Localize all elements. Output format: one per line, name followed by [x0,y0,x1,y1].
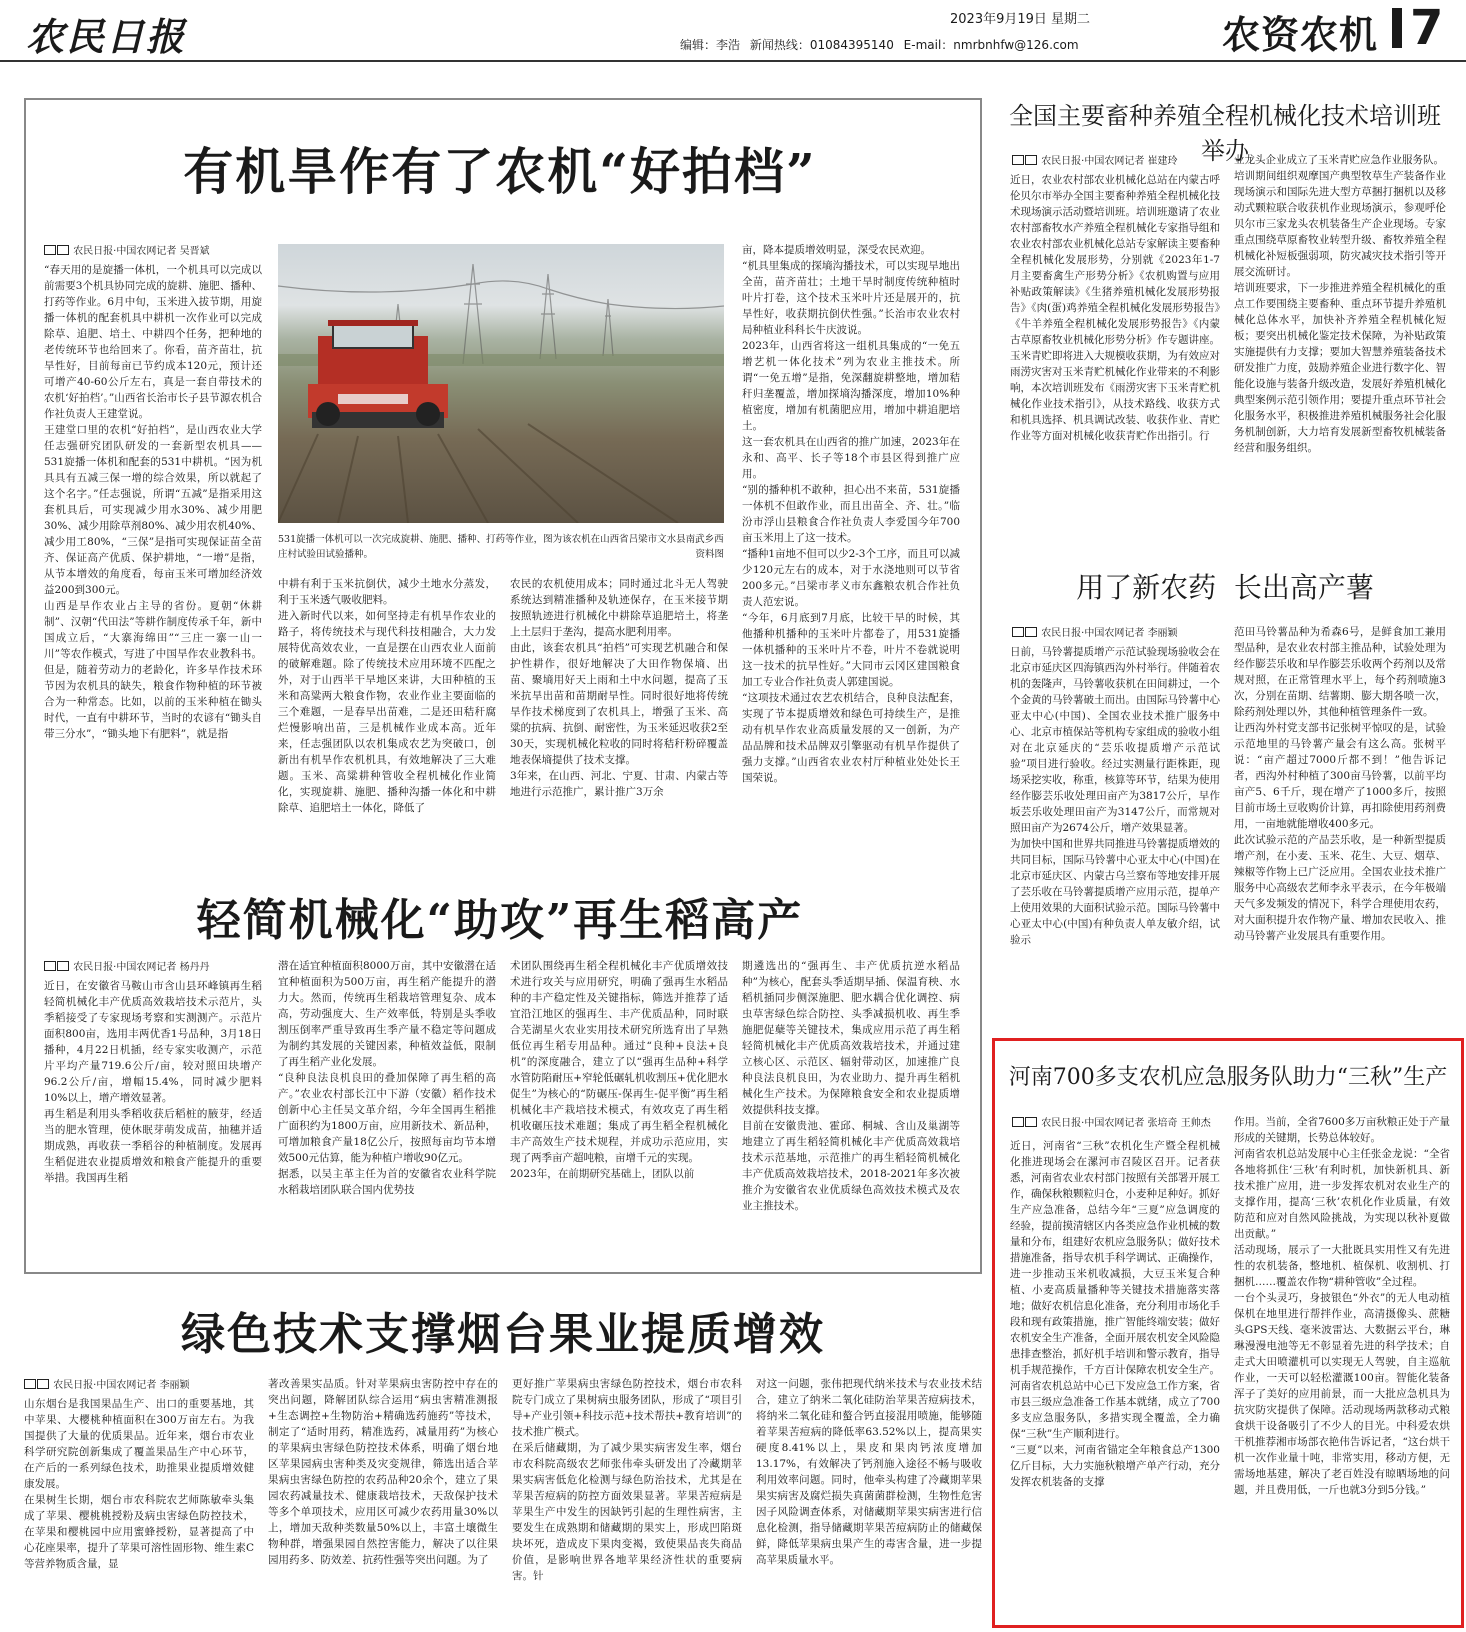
article2-title: 轻简机械化“助攻”再生稻高产 [196,895,804,946]
article3-title: 绿色技术支撑烟台果业提质增效 [181,1309,825,1360]
newspaper-logo: 农民日报 [26,14,187,59]
tractor-field-photo [278,244,724,523]
article4-byline: 农民日报·中国农网记者 崔建玲 [1012,152,1178,167]
article1-title: 有机旱作有了农机“好拍档” [183,142,817,201]
article4-column-1: 近日，农业农村部农业机械化总站在内蒙古呼伦贝尔市举办全国主要畜种养殖全程机械化技术现场演示活动暨培训班。培训班邀请了农业农村部畜牧水产养殖全程机械化专家指导组和农业农村部农业机械化总站专家解读主要畜种全程机械化发展形势，分别就《2023年1-7月主要畜禽生产形势分析》《农机购置与应用补贴政策解读》《生猪养殖机械化发展形势报告》《肉(蛋)鸡养殖全程机械化发展形势报告》《牛羊养殖全程机械化发展形势报告》《内蒙古草原畜牧业机械化形势分析》作专题讲座。 玉米青贮即将进入大规模收获期，为有效应对雨涝灾害对玉米青贮机械化作业带来的不利影响，本次培训班发布《雨涝灾害下玉米青贮机械化作业技术指引》，从技术路线、收获方式和机具选择、机具调试改装、收获作业、青贮作业等方面对机械化收获青贮作出指引。行 [1010,174,1220,442]
photo-caption: 531旋播一体机可以一次完成旋耕、施肥、播种、打药等作业，图为该农机在山西省吕梁市文水县南武乡西庄村试验田试验播种。 资料图 [278,534,724,560]
article3-column-3: 更好推广苹果病虫害绿色防控技术，烟台市农科院专门成立了果树病虫服务团队，形成了“项目引导+产业引领+科技示范+技术帮扶+教育培训”的技术推广模式。 在采后储藏期，为了减少果实病害发生率，烟台市农科院高级农艺师张伟牵头研发出了冷藏期苹果实病害低危化检测与绿色防治技术，尤其是在苹果苦痘病的防控方面效果显著。苹果苦痘病是苹果生产中发生的因缺钙引起的生理性病害，主要发生在成熟期和储藏期的果实上，形成凹陷斑块坏死，造成皮下果肉变褐，致使果品丧失商品价值，是影响世界各地苹果经济性状的重要病害。针 [512,1378,742,1582]
section-title: 农资农机 [1222,13,1379,57]
article5-column-2: 范田马铃薯品种为希森6号，是鲜食加工兼用型品种，是农业农村部主推品种，试验处理为经作膨芸乐收和早作膨芸乐收两个药剂以及常规对照，在正常管理水平上，每个药剂喷施3次，分别在苗期、结薯期、膨大期各喷一次，除药剂处理以外，其他种植管理条件一致。 让西沟外村党支部书记张树平惊叹的是，试验示范地里的马铃薯产量会有这么高。张树平说：“亩产超过7000斤都不到！”他告诉记者，西沟外村种植了300亩马铃薯，以前平均亩产5、6千斤，现在增产了1000多斤，按照目前市场土豆收购价计算，再扣除使用药剂费用，一亩地就能增收400多元。 此次试验示范的产品芸乐收，是一种新型提质增产剂，在小麦、玉米、花生、大豆、烟草、辣椒等作物上已广泛应用。全国农业技术推广服务中心高级农艺师李永平表示，在今年极端天气多发频发的情况下，科学合理使用农药，对大面积提升农作物产量、增加农民收入、推动马铃薯产业发展具有重要作用。 [1234,626,1446,942]
section-divider-bar [1392,8,1402,48]
contact-email: E-mail：nmrbnhfw@126.com [903,38,1079,52]
issue-date: 2023年9月19日 星期二 [950,12,1091,27]
article6-column-2: 作用。当前，全省7600多万亩秋粮正处于产量形成的关键期，长势总体较好。 河南省农机总站发展中心主任张金龙说：“全省各地将抓住‘三秋’有利时机，加快新机具、新技术推广应用，进一步发挥农机对农业生产的支撑作用，提高‘三秋’农机化作业质量，有效防范和应对自然风险挑战，为实现以秋补夏做出贡献。” 活动现场，展示了一大批既具实用性又有先进性的农机装备，整地机、植保机、收割机、打捆机……覆盖农作物“耕种管收”全过程。 一台个头灵巧，身披银色“外衣”的无人电动植保机在地里进行帮拌作业，高清摄像头、蔗糖头GPS天线、毫米波雷达、大数据云平台，琳琳漫漫电池等无不彰显着先进的科学技术；自走式大田喷灌机可以实现无人驾驶，自主巡航作业，一天可以轻松灌溉100亩。智能化装备浑子了美好的应用前景，而一大批应急机具为抗灾防灾提供了保障。活动现场两款移动式粮食烘干设备吸引了不少人的目光。中科爱农烘干机推荐湘市场部衣艳伟告诉记者，“这台烘干机一次作业量十吨，非常实用，移动方便，无需场地基建，解决了老百姓没有晾晒场地的问题，并且费用低，一斤也就3分到5分钱。” [1234,1116,1450,1496]
article3-column-1: 山东烟台是我国果品生产、出口的重要基地，其中苹果、大樱桃种植面积在300万亩左右。为我国提供了大量的优质果品。近年来，烟台市农业科学研究院创新集成了覆盖果品生产中心环节，在产后的一系列绿色技术，助推果业提质增效健康发展。 在果树生长期，烟台市农科院农艺师陈敏牵头集成了苹果、樱桃桃授粉及病虫害绿色防控技术，在苹果和樱桃园中应用蜜蜂授粉，显著提高了中心花座果率，提升了苹果可溶性固形物、维生素C等营养物质含量，显 [24,1398,254,1570]
article1-column-2: 中耕有利于玉米抗倒伏，减少土地水分蒸发，利于玉米透气吸收肥料。 进入新时代以来，如何坚持走有机旱作农业的路子，将传统技术与现代科技相融合，大力发展特优高效农业，一直是摆在山西农业人面前的破解难题。除了传统技术应用环境不匹配之外，对于山西半干旱地区来讲，大田种植的玉米和高粱两大粮食作物，农业作业主要面临的三个难题，一是春旱出苗难，二是还田秸秆腐烂慢影响出苗，三是机械作业成本高。近年来，任志强团队以农机集成农艺为突破口，创新出有机旱作农机机具，有效地解决了三大难题。玉米、高粱耕种管收全程机械化作业简化，实现旋耕、施肥、播种沟播一体化和中耕除草、追肥培土一体化，降低了 [278,578,496,814]
masthead-info [680,36,1079,53]
article2-column-4: 期遴选出的“强再生、丰产优质抗逆水稻品种”为核心，配套头季适期早插、保温育秧、水稻机插同步侧深施肥、肥水耦合优化调控、病虫草害绿色综合防控、头季减损机收、再生季施肥促蘖等关键技术，集成应用示范了再生稻轻简机械化丰产优质高效栽培技术，并通过建立核心区、示范区、辐射带动区，加速推广良种良法良机良田，为农业助力、提升再生稻机械化生产技术。为保障粮食安全和农业提质增效提供科技支撑。 目前在安徽贵池、霍邱、桐城、含山及巢湖等地建立了再生稻轻简机械化丰产优质高效栽培技术示范基地，示范推广的再生稻轻简机械化丰产优质高效栽培技术，2018-2021年多次被推介为安徽省农业优质绿色高效技术模式及农业主推技术。 [742,960,960,1212]
article1-column-4: 亩，降本提质增效明显，深受农民欢迎。 “机具里集成的探墒沟播技术，可以实现旱地出全苗，苗齐苗壮；土地干旱时制度传统种植时叶片打卷，这个技术玉米叶片还是展开的，抗旱性好，收获期抗倒伏性强。”长治市农业农村局种植业科科长牛庆波说。 2023年，山西省将这一组机具集成的“一免五增艺机一体化技术”列为农业主推技术。所谓“一免五增”是指，免深翻旋耕整地，增加秸秆归垄覆盖，增加探墒沟播深度，增加10%种植密度，增加有机菌肥应用，增加中耕追肥培土。 这一套农机具在山西省的推广加速，2023年在永和、高平、长子等18个市县区得到推广应用。 “别的播种机不敢种，担心出不来苗，531旋播一体机不但敢作业，而且出苗全、齐、壮。”临汾市浮山县粮食合作社负责人李爱国今年700亩玉米用上了这一技术。 “播种1亩地不但可以少2-3个工序，而且可以减少120元左右的成本，对于水浇地则可以节省200多元。”吕梁市孝义市东鑫粮农机合作社负责人范宏说。 “今年，6月底到7月底，比较干旱的时候，其他播种机播种的玉米叶片都卷了，用531旋播一体机播种的玉米叶片不卷，叶片不卷就说明这一技术的抗旱性好。”大同市云冈区建国粮食加工专业合作社负责人郭建国说。 “这项技术通过农艺农机结合，良种良法配套，实现了节本提质增效和绿色可持续生产，是推动有机旱作农业高质量发展的又一创新，为产品品牌和技术品牌双引擎驱动有机旱作提供了强力支撑。”山西省农业农村厅种植业处处长王国荣说。 [742,244,960,784]
article4-title: 全国主要畜种养殖全程机械化技术培训班举办 [1009,102,1441,165]
photo-credit: 资料图 [695,549,724,560]
article3-column-4: 对这一问题，张伟把现代纳米技术与农业技术结合，建立了纳米二氧化硅防治苹果苦痘病技术，将纳米二氧化硅和螯合钙直接混用喷施，能够随着苹果苦痘病的降低率63.52%以上，提高果实硬度8.41%以上，果皮和果肉钙浓度增加13.17%，有效解决了钙剂施入途径不畅与吸收利用效率问题。同时，他牵头构建了冷藏期苹果果实病害及腐烂损失真菌菌群检测，生物性危害因子风险调查体系，对储藏期苹果实病害进行信息化检测，指导储藏期苹果苦痘病防止的储藏保鲜，降低苹果病虫果产生的毒害含量，进一步提高苹果质量水平。 [756,1378,982,1566]
article2-column-3: 术团队围绕再生稻全程机械化丰产优质增效技术进行攻关与应用研究，明确了强再生水稻品种的丰产稳定性及关键指标，筛选并推荐了适宜沿江地区的强再生、丰产优质品种，同时联合芜湖星火农业实用技术研究所选育出了早熟低位再生稻专用品种。通过“良种+良法+良机”的深度融合，建立了以“强再生品种+科学水管防陷耐压+窄轮低碾轧机收割压+优化肥水促生”为核心的“防碾压-保再生-促平衡”再生稻机械化丰产栽培技术模式，有效攻克了再生稻机收碾压技术难题；集成了再生稻全程机械化丰产高效生产技术规程，并成功示范应用，实现了两季亩产超吨粮，亩增千元的实现。 2023年，在前期研究基础上，团队以前 [510,960,728,1180]
article6-byline: 农民日报·中国农网记者 张培奇 王帅杰 [1012,1114,1211,1129]
article6-title: 河南700多支农机应急服务队助力“三秋”生产 [1008,1065,1448,1090]
page-number: 7 [1410,0,1444,56]
article4-column-2: 业龙头企业成立了玉米青贮应急作业服务队。 培训期间组织观摩国产典型牧草生产装备作业现场演示和国际先进大型方草捆打捆机以及移动式颗粒联合收获机作业现场演示，参观呼伦贝尔市三家龙头农机装备生产企业现场。专家重点围绕草原畜牧业转型升级、畜牧养殖全程机械化补短板强弱项，防灾减灾技术指引等开展交流研讨。 培训班要求，下一步推进养殖全程机械化的重点工作要围绕主要畜种、重点环节提升养殖机械化总体水平，加快补齐养殖全程机械化短板；要突出机械化鉴定技术保障，为补贴政策实施提供有力支撑；要加大智慧养殖装备技术研发推广力度，鼓励养殖企业进行数字化、智能化设施与装备升级改造，发展好养殖机械化典型案例示范引领作用；要提升重点环节社会化服务水平，积极推进养殖机械服务社会化服务机制创新，大力培育发展新型畜牧机械装备经营和服务组织。 [1234,154,1446,454]
article5-column-1: 日前，马铃薯提质增产示范试验现场验收会在北京市延庆区四海镇西沟外村举行。伴随着农机的轰隆声，马铃薯收获机在田间耕过，一个个金黄的马铃薯破土而出。由国际马铃薯中心亚太中心(中国)、全国农业技术推广服务中心、北京市植保站等机构专家组成的验收小组对在北京延庆的“芸乐收提质增产示范试验”项目进行验收。经过实测量行距株距，现场采挖实收，称重，核算等环节，结果为使用经作膨芸乐收处理田亩产为3817公斤，早作坂芸乐收处理田亩产为3147公斤，而常规对照田亩产为2674公斤，增产效果显著。 为加快中国和世界共同推进马铃薯提质增效的共同目标，国际马铃薯中心亚太中心(中国)在北京市延庆区、内蒙古乌兰察布等地安排开展了芸乐收在马铃薯提质增产应用示范，提单产上使用效果的大面积试验示范。国际马铃薯中心亚太中心(中国)有种负责人单友敏介绍，试验示 [1010,646,1220,946]
article1-column-3: 农民的农机使用成本；同时通过北斗无人驾驶系统达到精准播种及轨迹保存，在玉米接节期按照轨迹进行机械化中耕除草追肥培土，将垄上土层归于垄沟，提高水肥利用率。 由此，该套农机具“拍档”可实现艺机融合和保护性耕作，很好地解决了大田作物保墒、出苗、聚墒用好天上雨和土中水问题，提高了玉米抗旱出苗和苗期耐旱性。同时很好地将传统旱作技术梯度到了农机具上，增强了玉米、高粱的抗病、抗倒、耐密性，为玉米延迟收获2至30天，实现机械化粒收的同时将秸秆粉碎覆盖地表保墒提供了技术支撑。 3年来，在山西、河北、宁夏、甘肃、内蒙古等地进行示范推广，累计推广3万余 [510,578,728,798]
article5-title: 用了新农药 长出高产薯 [1076,571,1374,604]
article3-column-2: 著改善果实品质。针对苹果病虫害防控中存在的突出问题，降解团队综合运用“病虫害精准测报+生态调控+生物防治+精确选药施药”等技术，制定了“适时用药，精准选药，减量用药”为核心的苹果病虫害绿色防控技术体系，明确了烟台地区苹果园病虫害种类及灾变规律，筛选出适合苹果病虫害绿色防控的农药品种20余个，建立了果园农药减量技术、健康栽培技术，天敌保护技术等多个单项技术，应用区可减少农药用量30%以上，增加天敌种类数量50%以上，丰富土壤微生物种群，增强果园自然控害能力，解决了以往果园用药多、防效差、抗药性强等突出问题。为了 [268,1378,498,1566]
article2-column-2: 潜在适宜种植面积8000万亩，其中安徽潜在适宜种植面积为500万亩，再生稻产能提升的潜力大。然而，传统再生稻栽培管理复杂、成本高，劳动强度大、生产效率低，特别是头季收割压倒率严重导致再生季产量不稳定等问题成为制约其发展的关键因素，种植效益低，限制了再生稻产业化发展。 “良种良法良机良田的叠加保障了再生稻的高产。”农业农村部长江中下游（安徽）稻作技术创新中心主任吴文革介绍，今年全国再生稻推广面积约为1800万亩，应用新技术、新品种，可增加粮食产量18亿公斤，按照每亩均节本增效500元估算，能为种植户增收90亿元。 据悉，以吴主革主任为首的安徽省农业科学院水稻栽培团队联合国内优势技 [278,960,496,1196]
editor-name: 编辑：李浩 [680,38,741,52]
article6-author: 张培奇 王帅杰 [1147,1118,1211,1129]
news-hotline: 新闻热线：01084395140 [749,38,894,52]
article2-byline: 农民日报·中国农网记者 杨丹丹 [44,958,210,973]
article6-column-1: 近日，河南省“三秋”农机化生产暨全程机械化推进现场会在漯河市召陵区召开。记者获悉，河南省农业农村部门按照有关部署开展工作，确保秋粮颗粒归仓，小麦种足种好。抓好生产应急准备，总结今年“三夏”应急调度的经验，提前摸清辖区内各类应急作业机械的数量和分布，组建好农机应急服务队；做好技术措施准备，指导农机手科学调试、正确操作，进一步推动玉米机收减损，大豆玉米复合种植、小麦高质量播种等关键技术措施落实落地；做好农机信息化准备，充分利用市场化手段和现有政策措施，推广智能终端安装；做好农机安全生产准备，全面开展农机安全风险隐患排查整治，抓好机手培训和警示教育，指导机手规范操作，千方百计保障农机安全生产。河南省农机总站中心已下发应急工作方案，省市县三级应急准备工作基本就绪，成立了700多支应急服务队，多措实现全覆盖，全力确保“三秋”生产顺利进行。 “三夏”以来，河南省锚定全年粮食总产1300亿斤目标，大力实施秋粮增产单产行动，充分发挥农机装备的支撑 [1010,1140,1220,1488]
article1-author: 吴晋斌 [179,246,210,257]
article4-author: 崔建玲 [1147,156,1178,167]
article5-byline: 农民日报·中国农网记者 李丽颖 [1012,624,1178,639]
article2-column-1: 近日，在安徽省马鞍山市含山县环峰镇再生稻轻简机械化丰产优质高效栽培技术示范片，头季稻接受了专家现场考察和实测测产。示范片面积800亩，选用丰两优香1号品种，3月18日播种，4月22日机插，经专家实收测产，示范片平均产量719.6公斤/亩，较对照田块增产96.2公斤/亩，增幅15.4%，同时减少肥料10%以上，增产增效显著。 再生稻是利用头季稻收获后稻桩的腋芽，经适当的肥水管理，使休眠芽萌发成苗，抽穗并适期成熟，再收获一季稻谷的种植制度。发展再生稻促进农业提质增效和粮食产能提升的重要举措。我国再生稻 [44,980,262,1184]
article3-author: 李丽颖 [159,1380,190,1391]
article3-byline: 农民日报·中国农网记者 李丽颖 [24,1376,190,1391]
article2-author: 杨丹丹 [179,962,210,973]
article5-author: 李丽颖 [1147,628,1178,639]
masthead [0,0,1466,62]
article1-column-1: “春天用的是旋播一体机，一个机具可以完成以前需要3个机具协同完成的旋耕、施肥、播种、打药等作业。6月中旬，玉米进入拔节期，用旋播一体机的配套机具中耕机一次作业可以完成除草、追肥、培土、中耕四个任务，把种地的老传统环节也给回来了。你看，苗齐苗壮，抗旱性好，目前每亩已节约成本120元，预计还可增产40-60公斤左右，真是一套自带技术的农机‘好拍档’。”山西省长治市长子县节源农机合作社负责人王建堂说。 王建堂口里的农机“好拍档”，是山西农业大学任志强研究团队研发的一套新型农机具——531旋播一体机和配套的531中耕机。“因为机具具有五减三保一增的综合效果，所以就起了这个名字。”任志强说，所谓“五减”是指采用这套机具后，可实现减少用水30%、减少用肥30%、减少用除草剂80%、减少用农机40%、减少用工80%，“三保”是指可实现保证苗全苗齐、保证高产优质、保护耕地，“一增”是指，从节本增效的角度看，每亩玉米可增加经济效益200到300元。 山西是旱作农业占主导的省份。夏朝“休耕制”、汉朝“代田法”等耕作制度传承千年，新中国成立后，“大寨海绵田”“三庄一寨一山一川”等农作模式，写进了中国旱作农业教科书。但是，随着劳动力的老龄化，许多旱作技术环节因为农机具的缺失，粮食作物种植的环节被合为一种常态。比如，以前的玉米种植在锄头时代，一直有中耕环节，当时的农谚有“锄头自带三分水”，“锄头地下有肥料”，就是指 [44,264,262,740]
article1-byline: 农民日报·中国农网记者 吴晋斌 [44,242,210,257]
